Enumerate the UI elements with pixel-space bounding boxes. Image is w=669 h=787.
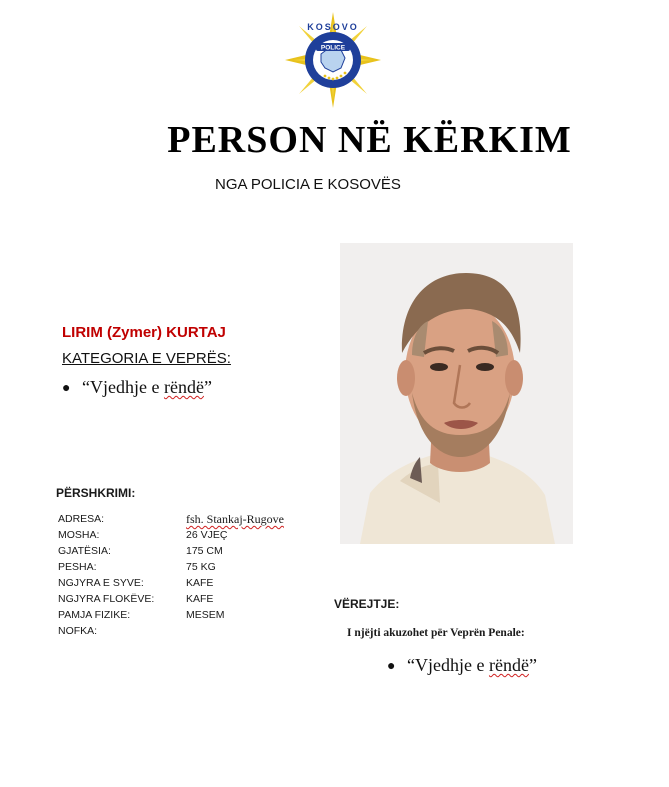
- page-subtitle: NGA POLICIA E KOSOVËS: [215, 176, 401, 193]
- offense-word: rëndë: [163, 377, 204, 397]
- offense-category-label: KATEGORIA E VEPRËS:: [62, 350, 231, 367]
- description-key: MOSHA:: [58, 529, 100, 541]
- description-value: 175 CM: [186, 545, 223, 557]
- description-key: ADRESA:: [58, 513, 105, 525]
- bullet-icon: ●: [387, 658, 396, 674]
- description-value: KAFE: [186, 577, 214, 589]
- emblem-band-text: POLICE: [320, 44, 346, 52]
- description-value: MESEM: [186, 609, 225, 621]
- description-value: 75 KG: [186, 561, 216, 573]
- notes-offense-bullet: [387, 655, 537, 676]
- description-row: [58, 607, 284, 623]
- description-key: NGJYRA FLOKËVE:: [58, 593, 155, 605]
- offense-prefix: “Vjedhje e: [82, 377, 164, 397]
- description-key: NGJYRA E SYVE:: [58, 577, 144, 589]
- description-row: [58, 559, 284, 575]
- suspect-photo: [340, 243, 573, 544]
- offense-word: rëndë: [488, 655, 529, 675]
- description-row: [58, 543, 284, 559]
- description-table: [58, 511, 284, 639]
- description-heading: PËRSHKRIMI:: [56, 486, 136, 500]
- offense-prefix: “Vjedhje e: [407, 655, 489, 675]
- description-row: [58, 527, 284, 543]
- page-title: PERSON NË KËRKIM: [167, 119, 572, 161]
- offense-suffix: ”: [203, 377, 212, 397]
- description-key: GJATËSIA:: [58, 545, 111, 557]
- description-value: KAFE: [186, 593, 214, 605]
- description-key: PESHA:: [58, 561, 97, 573]
- description-value: 26 VJEÇ: [186, 529, 228, 541]
- kosovo-police-emblem: [283, 10, 383, 110]
- description-row: [58, 575, 284, 591]
- description-value: fsh. Stankaj-Rugove: [186, 512, 284, 526]
- notes-text: I njëjti akuzohet për Veprën Penale:: [347, 627, 525, 639]
- offense-bullet: [62, 377, 212, 398]
- notes-heading: VËREJTJE:: [334, 597, 400, 611]
- bullet-icon: ●: [62, 380, 71, 396]
- description-row: [58, 511, 284, 527]
- description-key: NOFKA:: [58, 625, 98, 637]
- suspect-name: LIRIM (Zymer) KURTAJ: [62, 324, 226, 341]
- description-key: PAMJA FIZIKE:: [58, 609, 131, 621]
- description-row: [58, 623, 284, 639]
- offense-suffix: ”: [528, 655, 537, 675]
- emblem-top-text: KOSOVO: [307, 22, 359, 32]
- description-row: [58, 591, 284, 607]
